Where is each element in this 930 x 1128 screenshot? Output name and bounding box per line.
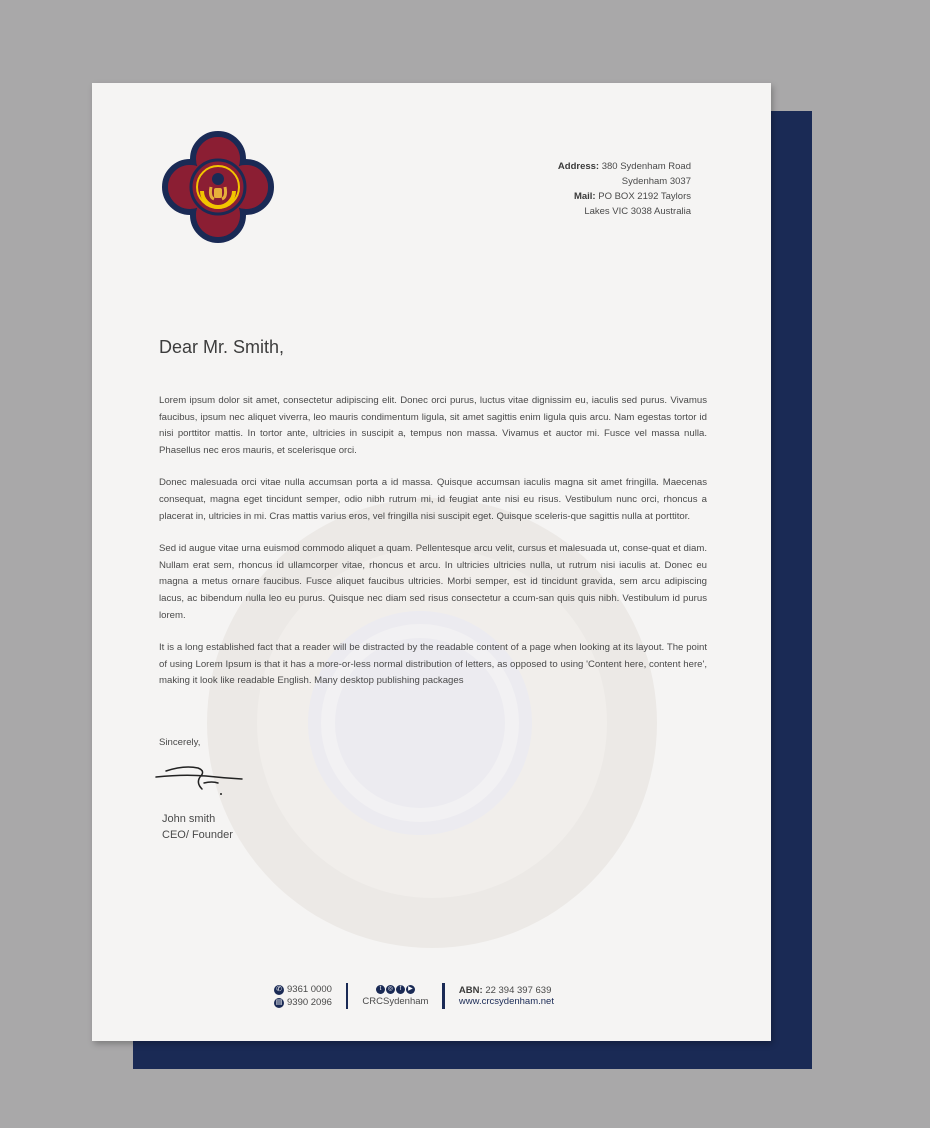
instagram-icon: ◎ [387,986,394,992]
letter-footer [274,983,554,1009]
mail-line2: Lakes VIC 3038 Australia [584,206,691,217]
abn-label: ABN: [458,985,483,996]
body-paragraph: Sed id augue vitae urna euismod commodo aliquet a quam. Pellentesque arcu velit, cursus et malesuada ut, conse-quat et diam. Nullam erat sem, rhoncus id ullamcorper vitae, rhoncus et arcu. In ultricies ultricies nulla, ut rutrum nisi iaculis at. Donec eu magna a metus ornare faucibus. Fusce aliquet faucibus ultricies. Morbi semper, est id tincidunt gravida, sem arcu adipiscing lacus, ac bibendum nulla leo eu purus. Quisque nec diam sed risus consectetur a ccum-san quis quis nibh. Vestibulum id purus lorem. [159,543,707,621]
body-paragraph: Donec malesuada orci vitae nulla accumsan porta a id massa. Quisque accumsan iaculis magna sit amet fringilla. Maecenas consequat, magna eget tincidunt semper, odio nibh rutrum mi, id feugiat ante nisi eu risus. Vestibulum nunc orci, rhoncus a placerat in, ultricies in mi. Cras mattis varius eros, vel fringilla nisi suscipit eget. Quisque sceleris-que sagittis nulla at porttitor. [159,477,707,522]
youtube-icon: ▶ [406,985,415,994]
school-logo [162,131,274,243]
twitter-icon: t [376,985,385,994]
address-line2: Sydenham 3037 [621,176,691,187]
footer-divider [442,983,445,1009]
letter-closing: Sincerely, [159,737,201,748]
fax-icon: ▤ [275,998,283,1006]
phone-icon: ✆ [274,985,284,995]
abn-web-block [459,985,554,1007]
phone-numbers [274,983,332,1009]
address-label: Address: [557,161,600,172]
facebook-icon: f [396,985,405,994]
letter-greeting: Dear Mr. Smith, [159,337,285,357]
letterhead-page [92,83,771,1041]
mail-label: Mail: [573,191,596,202]
social-block [362,985,428,1007]
signer-name: John smith [162,813,216,825]
footer-divider [346,983,349,1009]
fax-number: 9390 2096 [287,997,332,1008]
address-line1: 380 Sydenham Road [601,161,691,172]
website-link[interactable]: www.crcsydenham.net [458,996,554,1007]
body-paragraph: Lorem ipsum dolor sit amet, consectetur adipiscing elit. Donec orci purus, luctus vitae dignissim eu, iaculis sed purus. Vivamus faucibus, ipsum nec aliquet viverra, leo mauris condimentum ligula, sit amet sagittis enim ligula quis arcu. Nam egestas tortor id nisi porttitor mattis. In tortor ante, ultricies in suscipit a, tempus non massa. Vivamus et auctor mi. Fusce vel massa nulla. Phasellus nec eros mauris, et scelerisque orci. [159,395,707,456]
signer-title: CEO/ Founder [162,829,233,841]
body-paragraph: It is a long established fact that a reader will be distracted by the readable content of a page when looking at its layout. The point of using Lorem Ipsum is that it has a more-or-less normal distribution of letters, as opposed to using 'Content here, content here', making it look like readable English. Many desktop publishing packages [159,642,707,687]
social-handle: CRCSydenham [362,996,429,1007]
letter-body [159,393,707,706]
signer-block [162,811,233,843]
phone-number: 9361 0000 [287,984,332,995]
handwritten-signature [154,759,249,799]
abn-value: 22 394 397 639 [485,985,552,996]
mail-line1: PO BOX 2192 Taylors [598,191,691,202]
address-block [451,159,691,219]
